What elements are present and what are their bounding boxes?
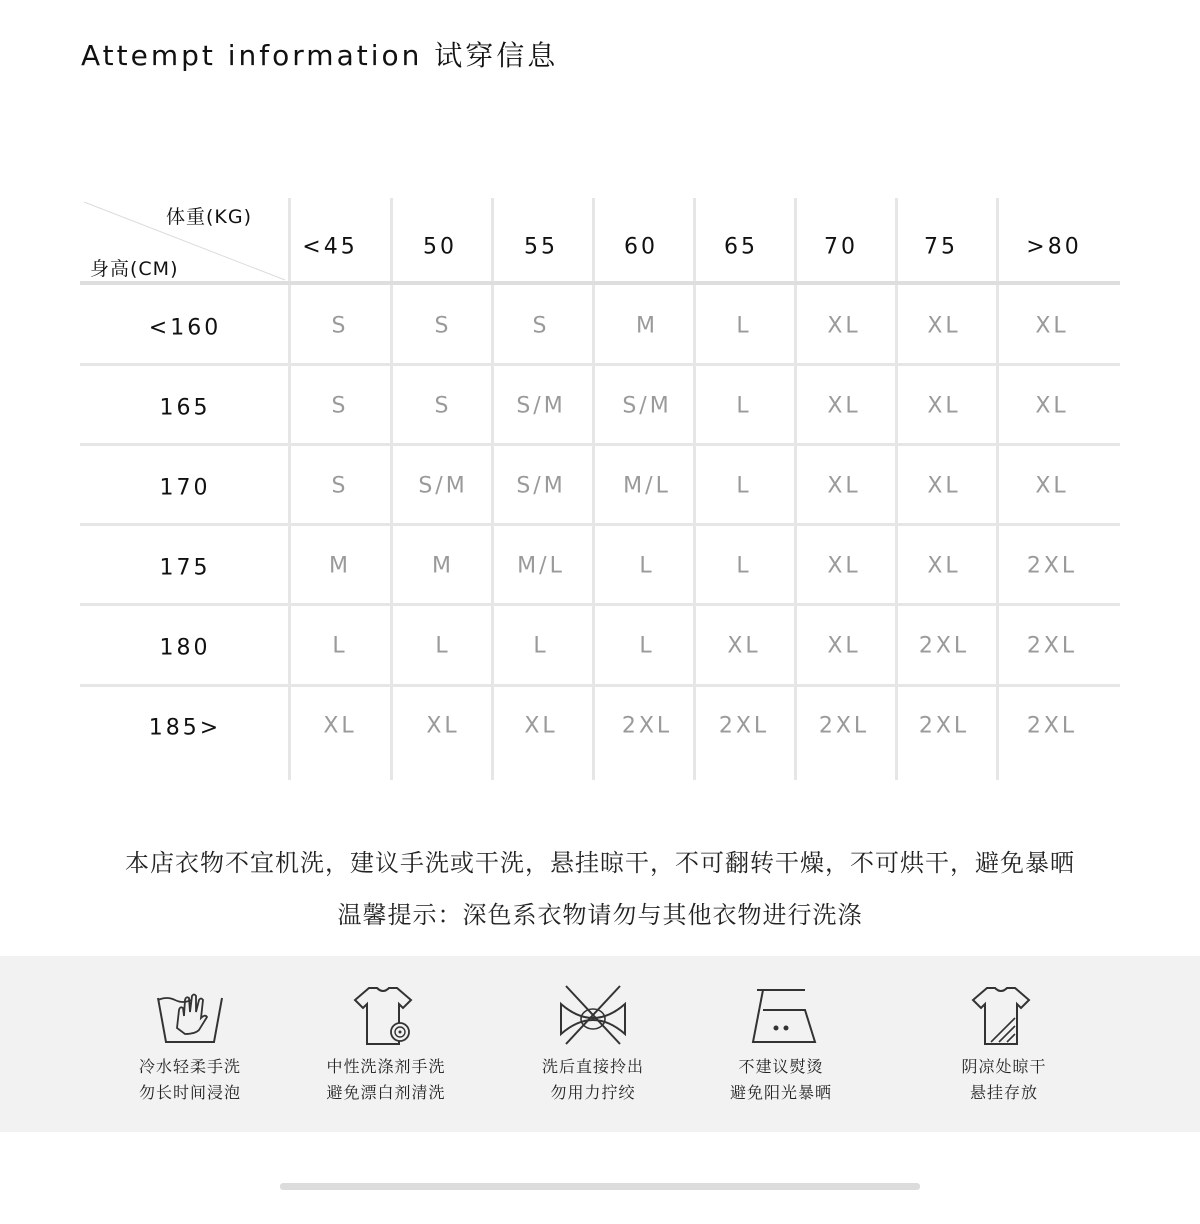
size-cell: S/M — [418, 473, 468, 499]
care-item — [904, 956, 1104, 1106]
size-cell: XL — [927, 553, 961, 579]
weight-axis-label: 体重(KG) — [166, 206, 253, 228]
grid-row-line — [80, 684, 1120, 687]
height-axis-label: 身高(CM) — [90, 258, 179, 280]
care-line: 阴凉处晾干 — [961, 1057, 1047, 1076]
height-label: <160 — [148, 315, 222, 341]
size-cell: L — [435, 633, 451, 659]
size-cell: S — [331, 473, 349, 499]
care-line: 冷水轻柔手洗 — [138, 1057, 241, 1076]
grid-row-line — [80, 281, 1120, 285]
grid-row-line — [80, 443, 1120, 446]
size-cell: 2XL — [1026, 633, 1078, 659]
size-cell: XL — [827, 473, 861, 499]
size-cell: XL — [927, 393, 961, 419]
do-not-wring-icon — [558, 984, 628, 1046]
size-cell: M — [432, 553, 454, 579]
care-item — [286, 956, 486, 1106]
size-cell: XL — [426, 713, 460, 739]
size-cell: L — [332, 633, 348, 659]
care-line: 中性洗涤剂手洗 — [326, 1057, 446, 1076]
size-cell: L — [639, 553, 655, 579]
height-label: 185> — [148, 715, 222, 741]
size-cell: M/L — [517, 553, 565, 579]
size-cell: L — [639, 633, 655, 659]
weight-header: <45 — [302, 234, 358, 260]
grid-column-line — [288, 198, 291, 780]
size-cell: XL — [927, 473, 961, 499]
size-cell: 2XL — [818, 713, 870, 739]
size-cell: 2XL — [1026, 553, 1078, 579]
grid-row-line — [80, 603, 1120, 606]
size-cell: L — [736, 313, 752, 339]
size-cell: 2XL — [918, 633, 970, 659]
size-cell: XL — [1035, 473, 1069, 499]
size-cell: L — [736, 473, 752, 499]
care-line: 洗后直接拎出 — [541, 1057, 644, 1076]
size-cell: XL — [827, 633, 861, 659]
horizontal-scrollbar[interactable] — [280, 1183, 920, 1190]
height-label: 170 — [159, 475, 211, 501]
grid-column-line — [491, 198, 494, 780]
size-cell: XL — [827, 393, 861, 419]
size-cell: L — [736, 553, 752, 579]
size-cell: 2XL — [918, 713, 970, 739]
size-cell: S/M — [516, 393, 566, 419]
care-tip: 温馨提示：深色系衣物请勿与其他衣物进行洗涤 — [337, 901, 863, 929]
size-cell: XL — [827, 553, 861, 579]
care-instructions — [0, 956, 1200, 1132]
care-item — [681, 956, 881, 1106]
size-cell: XL — [827, 313, 861, 339]
size-cell: S — [434, 313, 452, 339]
size-cell: XL — [1035, 313, 1069, 339]
detergent-shirt-icon — [351, 984, 421, 1046]
size-cell: M — [636, 313, 658, 339]
size-cell: 2XL — [621, 713, 673, 739]
care-line: 不建议熨烫 — [738, 1057, 824, 1076]
size-cell: 2XL — [1026, 713, 1078, 739]
grid-column-line — [592, 198, 595, 780]
size-cell: S/M — [516, 473, 566, 499]
weight-header: 70 — [824, 234, 858, 260]
grid-column-line — [895, 198, 898, 780]
weight-header: 55 — [524, 234, 558, 260]
height-label: 180 — [159, 635, 211, 661]
care-item — [90, 956, 290, 1106]
size-cell: XL — [927, 313, 961, 339]
size-cell: S — [434, 393, 452, 419]
care-line: 避免阳光暴晒 — [729, 1083, 832, 1102]
hand-wash-icon — [155, 984, 225, 1046]
shade-dry-shirt-icon — [969, 984, 1039, 1046]
size-cell: L — [533, 633, 549, 659]
weight-header: 65 — [724, 234, 758, 260]
size-cell: XL — [1035, 393, 1069, 419]
care-item — [493, 956, 693, 1106]
weight-header: 60 — [624, 234, 658, 260]
height-label: 165 — [159, 395, 211, 421]
size-cell: S/M — [622, 393, 672, 419]
weight-header: 75 — [924, 234, 958, 260]
care-line: 勿长时间浸泡 — [138, 1083, 241, 1102]
size-cell: S — [331, 393, 349, 419]
grid-column-line — [390, 198, 393, 780]
size-cell: M — [329, 553, 351, 579]
size-cell: XL — [727, 633, 761, 659]
grid-column-line — [996, 198, 999, 780]
grid-row-line — [80, 363, 1120, 366]
care-line: 勿用力拧绞 — [550, 1083, 636, 1102]
page-title: Attempt information 试穿信息 — [81, 39, 559, 72]
grid-row-line — [80, 523, 1120, 526]
care-line: 避免漂白剂清洗 — [326, 1083, 446, 1102]
weight-header: >80 — [1026, 234, 1082, 260]
grid-column-line — [794, 198, 797, 780]
size-cell: L — [736, 393, 752, 419]
size-cell: XL — [323, 713, 357, 739]
size-cell: S — [532, 313, 550, 339]
size-cell: 2XL — [718, 713, 770, 739]
size-cell: XL — [524, 713, 558, 739]
care-line: 悬挂存放 — [969, 1083, 1038, 1102]
grid-column-line — [693, 198, 696, 780]
size-cell: S — [331, 313, 349, 339]
weight-header: 50 — [423, 234, 457, 260]
size-cell: M/L — [623, 473, 671, 499]
care-note: 本店衣物不宜机洗，建议手洗或干洗，悬挂晾干，不可翻转干燥，不可烘干，避免暴晒 — [125, 849, 1075, 877]
height-label: 175 — [159, 555, 211, 581]
iron-icon — [743, 984, 819, 1046]
